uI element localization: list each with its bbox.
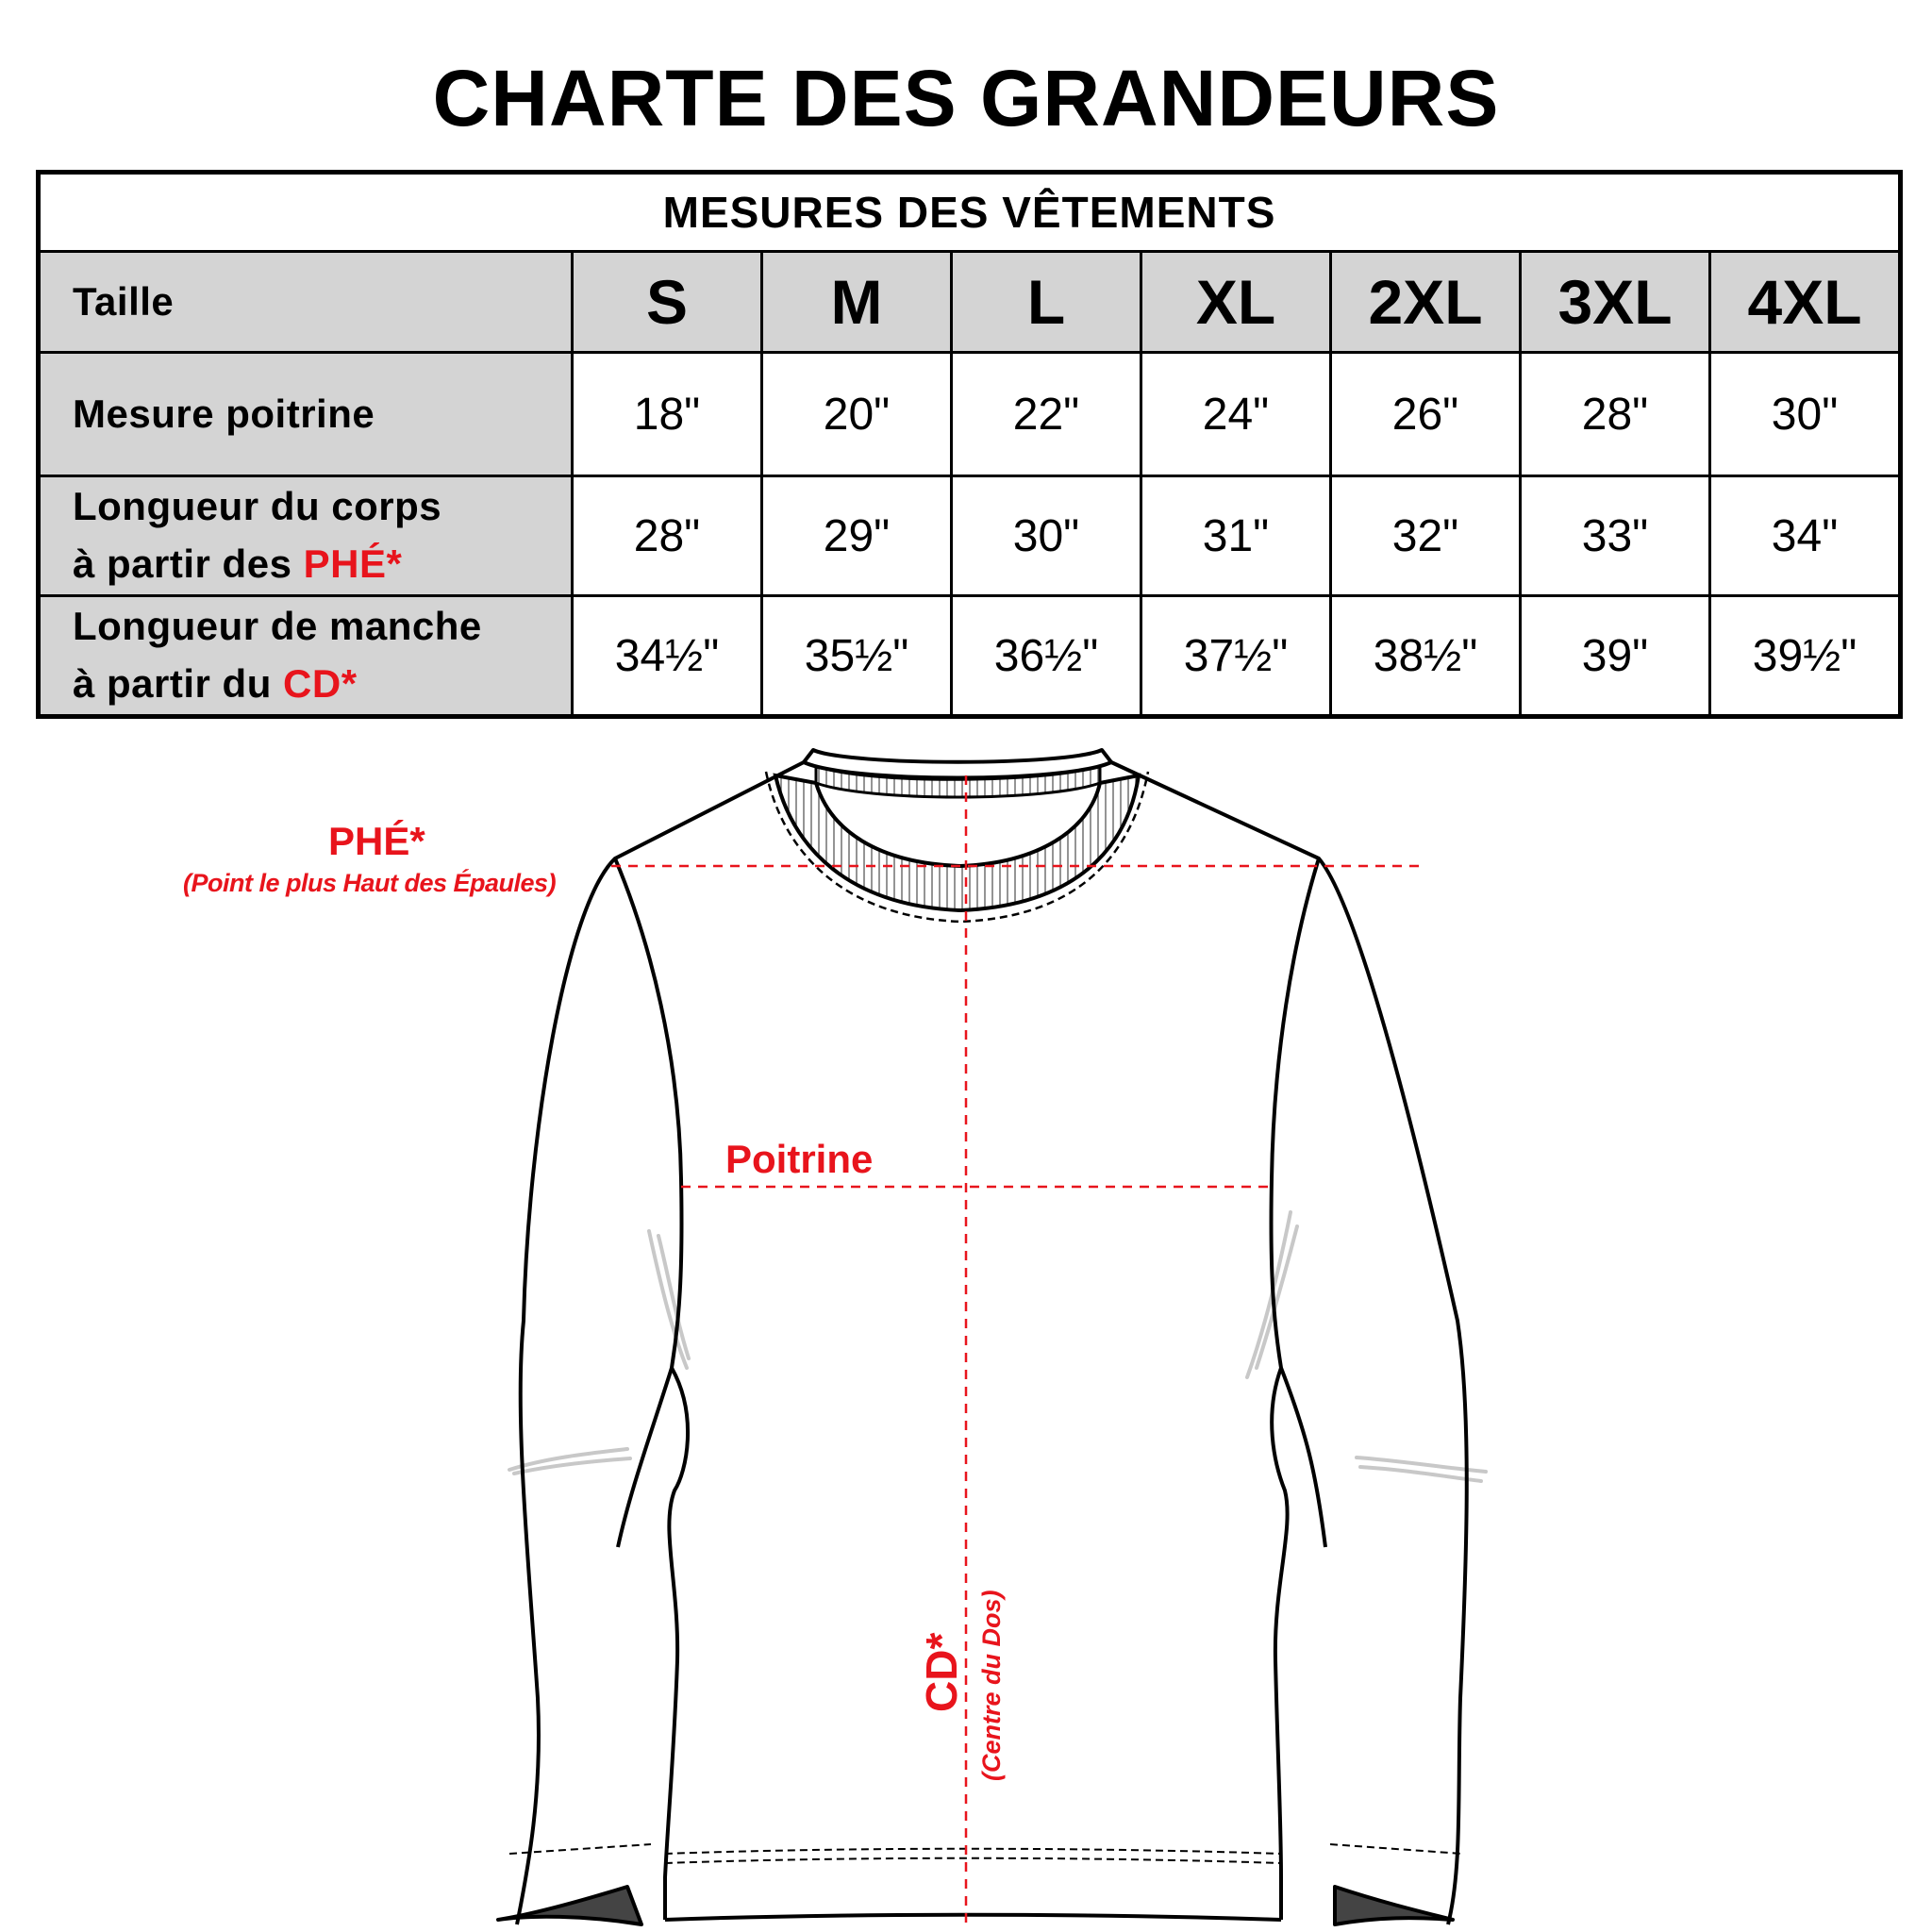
row-label-text: à partir des	[73, 541, 304, 586]
size-3xl: 3XL	[1521, 252, 1710, 353]
table-cell: 38½"	[1331, 596, 1521, 717]
size-4xl: 4XL	[1710, 252, 1901, 353]
table-cell: 34½"	[573, 596, 762, 717]
table-row-sleeve-length	[39, 596, 1901, 717]
sweater-diagram	[0, 726, 1932, 1932]
size-chart-table	[36, 170, 1903, 719]
table-cell: 30"	[952, 476, 1141, 596]
table-cell: 22"	[952, 353, 1141, 476]
row-label-text: Longueur de manche	[73, 604, 482, 649]
row-label-text: à partir du	[73, 661, 284, 706]
size-label: Taille	[39, 252, 573, 353]
table-cell: 39½"	[1710, 596, 1901, 717]
table-cell: 26"	[1331, 353, 1521, 476]
table-header-row	[39, 173, 1901, 252]
table-cell: 29"	[762, 476, 952, 596]
table-cell: 37½"	[1141, 596, 1331, 717]
table-cell: 28"	[1521, 353, 1710, 476]
size-xl: XL	[1141, 252, 1331, 353]
table-cell: 36½"	[952, 596, 1141, 717]
table-cell: 31"	[1141, 476, 1331, 596]
fabric-shading	[509, 1212, 1486, 1481]
table-cell: 33"	[1521, 476, 1710, 596]
row-label-accent: PHÉ*	[303, 541, 403, 586]
measure-guides	[611, 775, 1426, 1924]
row-label-text: Mesure poitrine	[73, 391, 375, 436]
table-row-chest	[39, 353, 1901, 476]
table-cell: 30"	[1710, 353, 1901, 476]
page-title: CHARTE DES GRANDEURS	[432, 54, 1500, 142]
size-m: M	[762, 252, 952, 353]
row-label-sleeve-length	[39, 596, 573, 717]
cd-label: CD*	[917, 1632, 966, 1712]
table-cell: 32"	[1331, 476, 1521, 596]
table-header: MESURES DES VÊTEMENTS	[39, 173, 1901, 252]
cd-description: (Centre du Dos)	[977, 1590, 1006, 1781]
row-label-accent: CD*	[283, 661, 358, 706]
row-label-body-length	[39, 476, 573, 596]
table-cell: 24"	[1141, 353, 1331, 476]
phe-label: PHÉ*	[328, 819, 425, 863]
size-row	[39, 252, 1901, 353]
size-s: S	[573, 252, 762, 353]
row-label-text: Longueur du corps	[73, 484, 442, 529]
size-2xl: 2XL	[1331, 252, 1521, 353]
chest-label: Poitrine	[725, 1137, 874, 1181]
hem-stitching	[509, 1844, 1462, 1863]
table-cell: 35½"	[762, 596, 952, 717]
phe-description: (Point le plus Haut des Épaules)	[183, 869, 557, 897]
size-l: L	[952, 252, 1141, 353]
table-cell: 18"	[573, 353, 762, 476]
row-label-chest	[39, 353, 573, 476]
table-row-body-length	[39, 476, 1901, 596]
table-cell: 34"	[1710, 476, 1901, 596]
table-cell: 20"	[762, 353, 952, 476]
table-cell: 39"	[1521, 596, 1710, 717]
table-cell: 28"	[573, 476, 762, 596]
